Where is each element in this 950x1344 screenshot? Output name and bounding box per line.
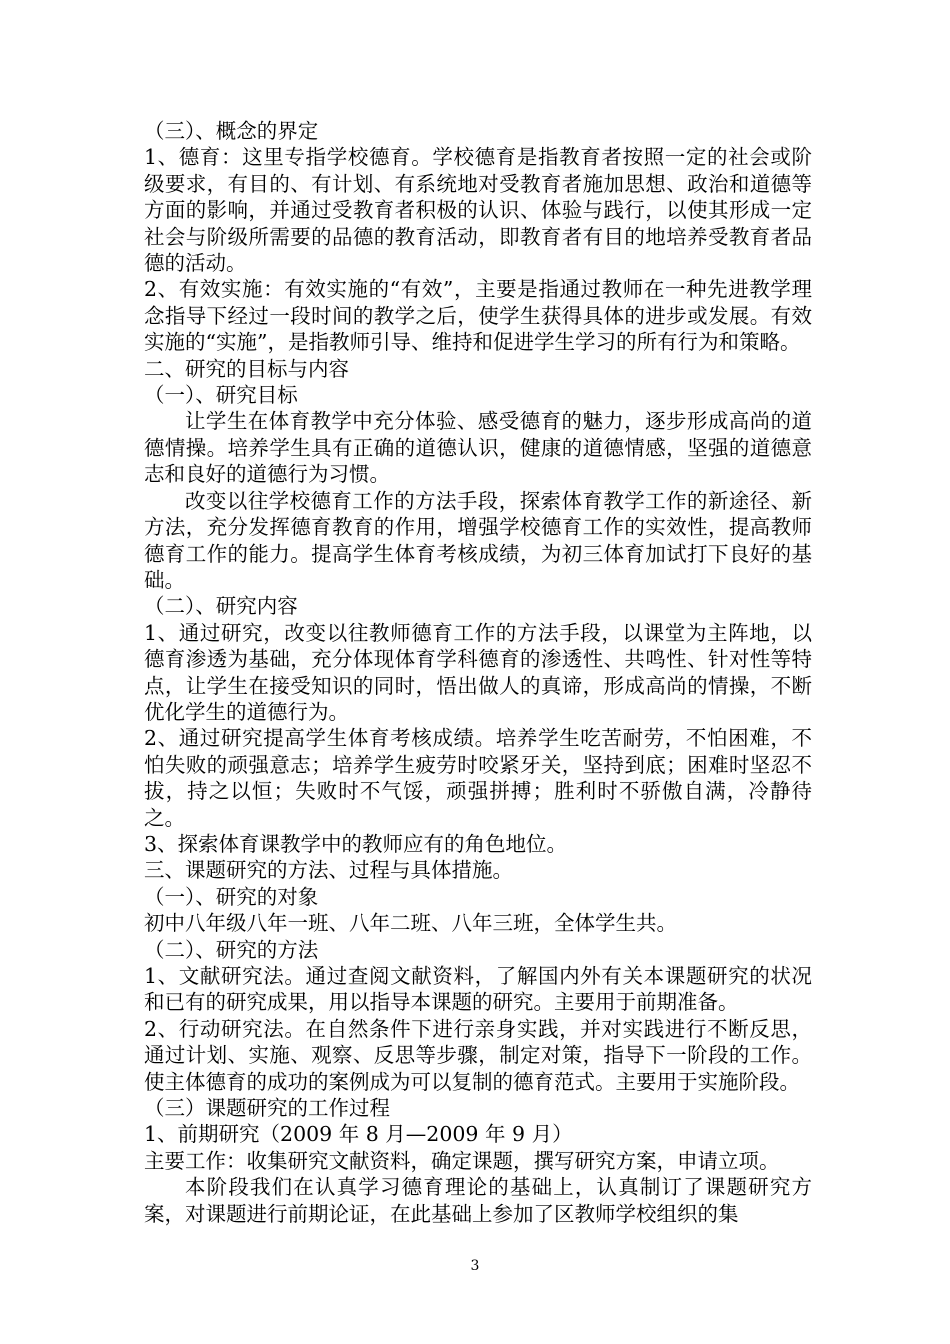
paragraph-phase-1: 1、前期研究（2009 年 8 月—2009 年 9 月） [144, 1122, 573, 1147]
heading-work-process: （三）课题研究的工作过程 [144, 1096, 390, 1121]
heading-research-goals: （一）、研究目标 [144, 383, 298, 408]
paragraph-method-action: 2、行动研究法。在自然条件下进行亲身实践，并对实践进行不断反思，通过计划、实施、观察、反思等步骤，制定对策，指导下一阶段的工作。使主体德育的成功的案例成为可以复制的德育范式。主要用于实施阶段。 [144, 1016, 812, 1094]
paragraph-content-1: 1、通过研究，改变以往教师德育工作的方法手段，以课堂为主阵地，以德育渗透为基础，充分体现体育学科德育的渗透性、共鸣性、针对性等特点，让学生在接受知识的同时，悟出做人的真谛，形成高尚的情操，不断优化学生的道德行为。 [144, 620, 812, 724]
heading-research-subjects: （一）、研究的对象 [144, 884, 319, 909]
heading-research-content: （二）、研究内容 [144, 594, 298, 619]
paragraph-content-3: 3、探索体育课教学中的教师应有的角色地位。 [144, 831, 568, 856]
document-body [144, 118, 812, 1227]
heading-concept-definition: （三）、概念的界定 [144, 119, 319, 143]
paragraph-goal-1: 让学生在体育教学中充分体验、感受德育的魅力，逐步形成高尚的道德情操。培养学生具有正确的道德认识，健康的道德情感，坚强的道德意志和良好的道德行为习惯。 [144, 409, 812, 487]
paragraph-method-literature: 1、文献研究法。通过查阅文献资料，了解国内外有关本课题研究的状况和已有的研究成果，用以指导本课题的研究。主要用于前期准备。 [144, 964, 812, 1015]
paragraph-moral-education-definition: 1、德育：这里专指学校德育。学校德育是指教育者按照一定的社会或阶级要求，有目的、有计划、有系统地对受教育者施加思想、政治和道德等方面的影响，并通过受教育者积极的认识、体验与践行，以使其形成一定社会与阶级所需要的品德的教育活动，即教育者有目的地培养受教育者品德的活动。 [144, 145, 812, 276]
paragraph-phase-description: 本阶段我们在认真学习德育理论的基础上，认真制订了课题研究方案，对课题进行前期论证，在此基础上参加了区教师学校组织的集 [144, 1175, 812, 1226]
heading-methods-process: 三、课题研究的方法、过程与具体措施。 [144, 858, 513, 883]
paragraph-main-work: 主要工作：收集研究文献资料，确定课题，撰写研究方案，申请立项。 [144, 1148, 780, 1173]
paragraph-effective-implementation: 2、有效实施：有效实施的“有效”，主要是指通过教师在一种先进教学理念指导下经过一段时间的教学之后，使学生获得具体的进步或发展。有效实施的“实施”，是指教师引导、维持和促进学生学习的所有行为和策略。 [144, 277, 812, 355]
paragraph-content-2: 2、通过研究提高学生体育考核成绩。培养学生吃苦耐劳，不怕困难，不怕失败的顽强意志；培养学生疲劳时咬紧牙关，坚持到底；困难时坚忍不拔，持之以恒；失败时不气馁，顽强拼搏；胜利时不骄傲自满，冷静待之。 [144, 726, 812, 830]
heading-research-goals-content: 二、研究的目标与内容 [144, 356, 349, 381]
page-number: 3 [470, 1258, 480, 1274]
heading-research-methods: （二）、研究的方法 [144, 937, 319, 962]
paragraph-subjects: 初中八年级八年一班、八年二班、八年三班，全体学生共。 [144, 911, 677, 936]
paragraph-goal-2: 改变以往学校德育工作的方法手段，探索体育教学工作的新途径、新方法，充分发挥德育教育的作用，增强学校德育工作的实效性，提高教师德育工作的能力。提高学生体育考核成绩，为初三体育加试打下良好的基础。 [144, 488, 812, 592]
